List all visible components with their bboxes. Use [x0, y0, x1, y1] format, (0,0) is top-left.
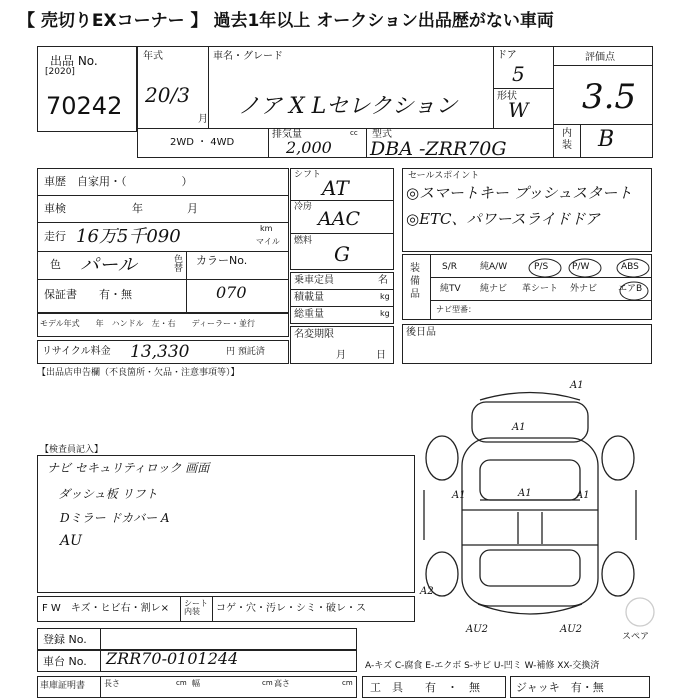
weight-label: 総重量: [294, 309, 324, 320]
ac-value: AAC: [318, 208, 360, 230]
tools-row: 工 具 有 ・ 無: [370, 681, 480, 694]
colorno-value: 070: [216, 283, 247, 302]
equip-r2-3: 外ナビ: [570, 284, 598, 294]
recycle-unit: 円 預託済: [226, 347, 265, 357]
disp-unit: cc: [350, 129, 358, 137]
notice-label: 【出品店申告欄（不良箇所・欠品・注意事項等）】: [37, 368, 240, 378]
period-label: 名変期限: [294, 329, 334, 340]
seat-row: コゲ・穴・汚レ・シミ・破レ・ス: [216, 603, 366, 614]
equip-r1-1: 純A/W: [480, 262, 508, 272]
color-value: パール: [80, 254, 137, 276]
type-label: 型式: [372, 129, 392, 140]
inspector-line-2: ダッシュ板 リフト: [58, 487, 158, 501]
sales-line2: ◎ETC、パワースライドドア: [406, 210, 600, 228]
shape-value: W: [508, 98, 529, 122]
score-value: 3.5: [582, 77, 637, 117]
year-value: 20/3: [145, 83, 190, 107]
recycle-label: リサイクル料金: [42, 346, 111, 357]
model-row: モデル年式 年 ハンドル 左・右 ディーラー・並行: [40, 319, 255, 328]
km-unit: km: [260, 224, 273, 233]
score-label: 評価点: [585, 52, 615, 63]
lot-number: 70242: [46, 92, 123, 120]
shift-value: AT: [322, 176, 349, 200]
navi-label: ナビ型番：: [436, 305, 476, 314]
chassis-value: ZRR70-0101244: [106, 649, 239, 668]
equip-r2-2: 革シート: [522, 284, 559, 294]
capacity-unit: 名: [378, 275, 388, 286]
ac-label: 冷房: [294, 202, 313, 212]
inspector-line-1: ナビ セキュリティロック 画面: [47, 461, 210, 475]
type-value: DBA -ZRR70G: [370, 138, 507, 160]
color-change: 色替: [174, 255, 184, 274]
equip-r1-4: ABS: [621, 262, 639, 272]
lot-year-stamp: [2020]: [45, 67, 75, 77]
shift-label: シフト: [294, 170, 322, 180]
mark-a1-right: A1: [576, 490, 590, 501]
name-label: 車名・グレード: [213, 51, 283, 62]
chassis-label: 車台 No.: [43, 655, 87, 668]
mark-au2-right: AU2: [560, 624, 583, 635]
equip-r2-4: エアB: [618, 284, 643, 294]
disp-label: 排気量: [272, 129, 302, 140]
banner-title: 【 売切りEXコーナー 】 過去1年以上 オークション出品歴がない車両: [0, 0, 700, 32]
capacity-label: 乗車定員: [294, 275, 334, 286]
cert-width: 幅: [192, 679, 200, 688]
color-label: 色: [50, 258, 61, 271]
equip-circles: [402, 254, 652, 320]
lot-label: 出品 No.: [50, 54, 98, 68]
equip-r1-2: P/S: [534, 262, 549, 272]
legend-row: A-キズ C-腐食 E-エクボ S-サビ U-凹ミ W-補修 XX-交換済: [365, 661, 600, 671]
door-value: 5: [512, 62, 525, 86]
drive-label: 2WD ・ 4WD: [170, 137, 235, 148]
fuel-label: 燃料: [294, 236, 313, 246]
sales-label: セールスポイント: [408, 171, 480, 181]
fuel-value: G: [334, 242, 350, 266]
door-label: ドア: [497, 50, 517, 61]
mile-unit: マイル: [256, 237, 280, 246]
equip-r2-1: 純ナビ: [480, 284, 508, 294]
after-label: 後日品: [406, 327, 436, 338]
mark-a1-left: A1: [452, 490, 466, 501]
cert-height: 高さ: [274, 679, 290, 688]
weight-unit: kg: [380, 309, 390, 318]
inspection-row: 車検 年 月: [44, 202, 198, 215]
name-value: ノア X Lセレクション: [238, 94, 458, 119]
year-unit: 月: [198, 114, 208, 125]
after-box: [402, 324, 652, 364]
cert-height-unit: cm: [342, 679, 353, 687]
car-damage-diagram: [400, 380, 660, 640]
shape-label: 形状: [497, 91, 517, 102]
equip-r1-0: S/R: [442, 262, 457, 272]
equip-r2-0: 純TV: [440, 284, 461, 294]
mark-a1-top: A1: [570, 380, 584, 391]
mileage-value: 16万5千090: [76, 226, 181, 247]
mileage-label: 走行: [44, 230, 66, 243]
disp-value: 2,000: [286, 138, 332, 157]
reg-label: 登録 No.: [43, 633, 87, 646]
seat-label: シート内装: [184, 599, 208, 616]
cert-length: 長さ: [104, 679, 120, 688]
inspector-line-3: Dミラー ドカバー A: [60, 511, 170, 525]
cert-label: 車庫証明書: [40, 681, 86, 691]
jack-row: ジャッキ 有・無: [516, 681, 604, 694]
load-unit: kg: [380, 292, 390, 301]
period-unit: 月 日: [336, 350, 386, 361]
spare-label: スペア: [622, 632, 650, 640]
mark-au2-left: AU2: [466, 624, 489, 635]
colorno-label: カラーNo.: [196, 254, 248, 267]
mark-a2: A2: [420, 586, 434, 597]
inspector-line-4: AU: [60, 533, 82, 549]
cert-width-unit: cm: [262, 679, 273, 687]
equip-label: 装備品: [410, 263, 420, 300]
warranty-row: 保証書 有・無: [44, 288, 132, 301]
inspector-label: 【検査員記入】: [40, 445, 104, 455]
interior-label: 内装: [562, 128, 572, 151]
mark-a1-hood: A1: [512, 422, 526, 433]
interior-value: B: [598, 127, 615, 152]
year-label: 年式: [143, 51, 163, 62]
equip-r1-3: P/W: [572, 262, 590, 272]
recycle-value: 13,330: [130, 342, 190, 362]
history-row: 車歴 自家用・（ ）: [44, 175, 193, 188]
cert-length-unit: cm: [176, 679, 187, 687]
sales-line1: ◎スマートキー プッシュスタート: [406, 184, 633, 202]
fw-row: F W キズ・ヒビ右・割レ×: [42, 603, 169, 614]
mark-a1-roof: A1: [518, 488, 532, 499]
load-label: 積載量: [294, 292, 324, 303]
